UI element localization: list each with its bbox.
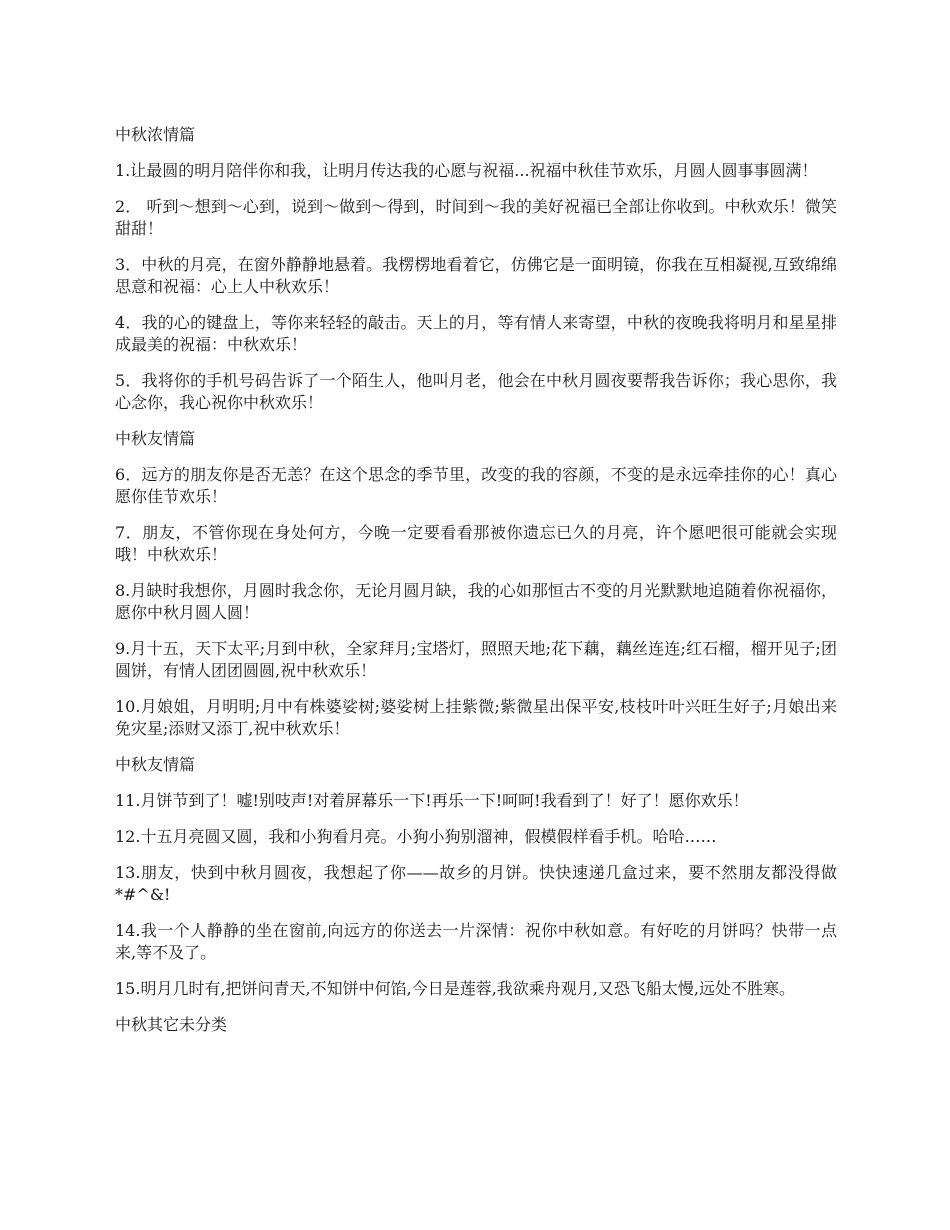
paragraph: 3．中秋的月亮，在窗外静静地悬着。我楞楞地看着它，仿佛它是一面明镜，你我在互相凝视,互致绵绵思意和祝福：心上人中秋欢乐！ bbox=[115, 255, 837, 296]
paragraph: 14.我一个人静静的坐在窗前,向远方的你送去一片深情：祝你中秋如意。有好吃的月饼吗？快带一点来,等不及了。 bbox=[115, 921, 837, 962]
paragraph: 10.月娘姐，月明明;月中有株婆娑树;婆娑树上挂紫微;紫微星出保平安,枝枝叶叶兴旺生好子;月娘出来免灾星;添财又添丁,祝中秋欢乐！ bbox=[115, 697, 837, 738]
paragraph: 5．我将你的手机号码告诉了一个陌生人，他叫月老，他会在中秋月圆夜要帮我告诉你；我心思你，我心念你，我心祝你中秋欢乐！ bbox=[115, 371, 837, 412]
paragraph: 7．朋友，不管你现在身处何方，今晚一定要看看那被你遗忘已久的月亮，许个愿吧很可能就会实现哦！中秋欢乐！ bbox=[115, 523, 837, 564]
section-heading: 中秋其它未分类 bbox=[115, 1015, 228, 1034]
paragraph: 15.明月几时有,把饼问青天,不知饼中何馅,今日是莲蓉,我欲乘舟观月,又恐飞船太慢,远处不胜寒。 bbox=[115, 979, 795, 998]
section-heading: 中秋友情篇 bbox=[115, 755, 196, 774]
paragraph: 4．我的心的键盘上，等你来轻轻的敲击。天上的月，等有情人来寄望，中秋的夜晚我将明月和星星排成最美的祝福：中秋欢乐！ bbox=[115, 313, 837, 354]
paragraph: 11.月饼节到了！嘘!别吱声!对着屏幕乐一下!再乐一下!呵呵!我看到了！好了！愿你欢乐！ bbox=[115, 791, 749, 810]
paragraph: 13.朋友，快到中秋月圆夜，我想起了你——故乡的月饼。快快速递几盒过来，要不然朋友都没得做*#^&! bbox=[115, 863, 837, 904]
section-heading: 中秋浓情篇 bbox=[115, 125, 196, 144]
document-body bbox=[115, 124, 837, 1050]
paragraph: 1.让最圆的明月陪伴你和我，让明月传达我的心愿与祝福...祝福中秋佳节欢乐，月圆人圆事事圆满！ bbox=[115, 161, 818, 180]
paragraph: 6．远方的朋友你是否无恙？在这个思念的季节里，改变的我的容颜，不变的是永远牵挂你的心！真心愿你佳节欢乐！ bbox=[115, 465, 837, 506]
paragraph: 12.十五月亮圆又圆，我和小狗看月亮。小狗小狗别溜神，假模假样看手机。哈哈…… bbox=[115, 827, 717, 846]
paragraph: 9.月十五，天下太平;月到中秋，全家拜月;宝塔灯，照照天地;花下藕，藕丝连连;红石榴，榴开见子;团圆饼，有情人团团圆圆,祝中秋欢乐！ bbox=[115, 639, 837, 680]
paragraph: 2． 听到～想到～心到，说到～做到～得到，时间到～我的美好祝福已全部让你收到。中秋欢乐！微笑甜甜！ bbox=[115, 197, 837, 238]
paragraph: 8.月缺时我想你，月圆时我念你，无论月圆月缺，我的心如那恒古不变的月光默默地追随着你祝福你，愿你中秋月圆人圆！ bbox=[115, 581, 837, 622]
section-heading: 中秋友情篇 bbox=[115, 429, 196, 448]
